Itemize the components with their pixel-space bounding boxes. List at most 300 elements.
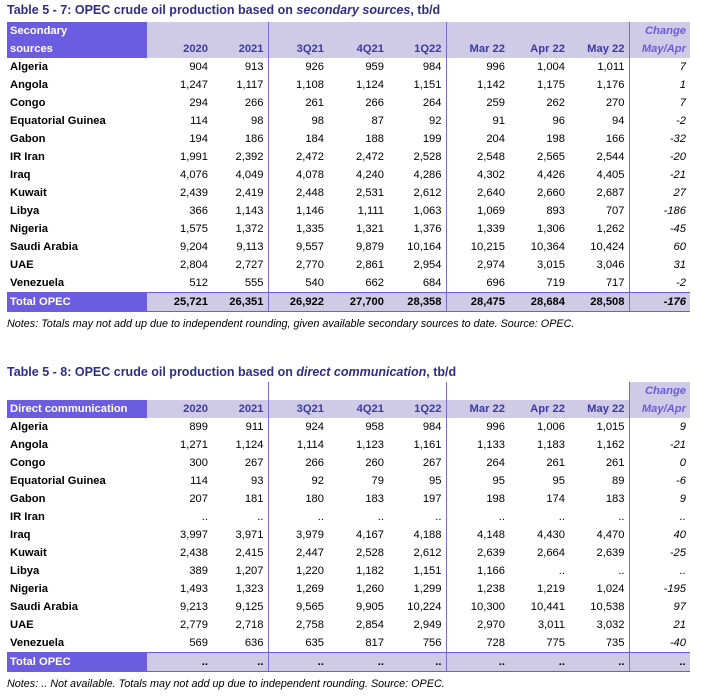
- total-value: 28,475: [446, 293, 509, 312]
- value-cell: ..: [558, 565, 565, 577]
- value-cell: 4,078: [268, 166, 328, 184]
- table-row: [7, 256, 690, 274]
- country-name: Venezuela: [10, 637, 65, 649]
- value-cell: 2,854: [356, 619, 384, 631]
- country-name: Saudi Arabia: [10, 241, 78, 253]
- value-cell: 174: [546, 493, 565, 505]
- header-spacer: [212, 382, 268, 400]
- country-name: Congo: [10, 457, 46, 469]
- value-cell: 959: [365, 61, 384, 73]
- table-row: [7, 184, 690, 202]
- value-cell: 1,151: [413, 565, 442, 577]
- value-cell: 1,220: [268, 562, 328, 580]
- value-cell: ..: [618, 511, 625, 523]
- value-cell: 91: [446, 112, 509, 130]
- total-value: 28,684: [509, 293, 569, 312]
- value-cell: 1,247: [180, 79, 208, 91]
- value-cell: ..: [446, 508, 509, 526]
- value-cell: 1,207: [235, 565, 264, 577]
- value-cell: 1,133: [446, 436, 509, 454]
- value-cell: 10,215: [446, 238, 509, 256]
- country-name: UAE: [10, 259, 34, 271]
- table-row: [7, 418, 690, 436]
- value-cell: 183: [605, 493, 625, 505]
- value-cell: 2,664: [537, 547, 565, 559]
- header-spacer: [212, 22, 268, 40]
- value-cell: 2,544: [596, 151, 625, 163]
- value-cell: 1,238: [446, 580, 509, 598]
- value-cell: 198: [446, 490, 509, 508]
- value-cell: 95: [552, 475, 565, 487]
- value-cell: 2,438: [180, 547, 208, 559]
- value-cell: 1,114: [268, 436, 328, 454]
- value-cell: 728: [446, 634, 509, 653]
- change-cell: 27: [629, 184, 690, 202]
- value-cell: 1,493: [180, 583, 208, 595]
- country-name: Iraq: [10, 169, 31, 181]
- header-spacer: [328, 22, 388, 40]
- table-row: [7, 526, 690, 544]
- total-value: ..: [212, 653, 268, 672]
- change-cell: 97: [629, 598, 690, 616]
- value-cell: 3,011: [537, 619, 565, 631]
- value-cell: 92: [429, 115, 442, 127]
- change-cell: 9: [629, 490, 690, 508]
- table-row: [7, 472, 690, 490]
- value-cell: 2,639: [446, 544, 509, 562]
- value-cell: 1,015: [596, 421, 625, 433]
- value-cell: 2,949: [413, 619, 442, 631]
- value-cell: 2,392: [235, 151, 264, 163]
- value-cell: 183: [365, 493, 384, 505]
- value-cell: 261: [546, 457, 565, 469]
- total-value: 28,358: [388, 293, 446, 312]
- value-cell: 904: [189, 61, 208, 73]
- value-cell: 958: [365, 421, 384, 433]
- value-cell: 1,269: [268, 580, 328, 598]
- column-header: 1Q22: [388, 40, 446, 58]
- value-cell: 1,306: [537, 223, 565, 235]
- value-cell: 4,240: [356, 169, 384, 181]
- total-row: [7, 653, 690, 672]
- value-cell: 2,770: [268, 256, 328, 274]
- value-cell: 4,167: [356, 529, 384, 541]
- value-cell: 4,430: [537, 529, 565, 541]
- country-name: Libya: [10, 205, 40, 217]
- column-header: Apr 22: [509, 40, 569, 58]
- value-cell: 194: [189, 133, 208, 145]
- column-header: 3Q21: [268, 40, 328, 58]
- value-cell: 996: [446, 58, 509, 76]
- country-name: IR Iran: [10, 511, 45, 523]
- country-name: Nigeria: [10, 583, 48, 595]
- value-cell: 9,125: [235, 601, 264, 613]
- value-cell: 261: [605, 457, 625, 469]
- column-header: 2020: [147, 400, 212, 418]
- total-change: ..: [629, 653, 690, 672]
- value-cell: 4,286: [413, 169, 442, 181]
- value-cell: 1,069: [446, 202, 509, 220]
- change-cell: 7: [629, 94, 690, 112]
- value-cell: 10,300: [446, 598, 509, 616]
- value-cell: 270: [605, 97, 625, 109]
- value-cell: 1,006: [537, 421, 565, 433]
- value-cell: 911: [245, 421, 264, 433]
- total-value: ..: [388, 653, 446, 672]
- table-row: [7, 634, 690, 653]
- change-cell: ..: [629, 562, 690, 580]
- value-cell: 166: [605, 133, 625, 145]
- value-cell: 1,151: [413, 79, 442, 91]
- value-cell: 9,204: [180, 241, 208, 253]
- value-cell: 1,299: [413, 583, 442, 595]
- country-name: Kuwait: [10, 547, 47, 559]
- total-value: 28,508: [569, 293, 629, 312]
- value-cell: 10,164: [407, 241, 442, 253]
- value-cell: 95: [446, 472, 509, 490]
- value-cell: 4,302: [446, 166, 509, 184]
- value-cell: 2,612: [413, 187, 442, 199]
- value-cell: 984: [422, 61, 442, 73]
- value-cell: 2,528: [413, 151, 442, 163]
- country-name: Nigeria: [10, 223, 48, 235]
- value-cell: 197: [422, 493, 442, 505]
- change-cell: -45: [629, 220, 690, 238]
- value-cell: 2,639: [596, 547, 625, 559]
- header-row: [7, 400, 690, 418]
- column-header: Apr 22: [509, 400, 569, 418]
- value-cell: 98: [251, 115, 264, 127]
- value-cell: 3,997: [180, 529, 208, 541]
- change-cell: 1: [629, 76, 690, 94]
- value-cell: 366: [189, 205, 208, 217]
- value-cell: 1,991: [180, 151, 208, 163]
- value-cell: 984: [422, 421, 442, 433]
- table-row: [7, 580, 690, 598]
- value-cell: 899: [189, 421, 208, 433]
- value-cell: 996: [446, 418, 509, 436]
- table-row: [7, 598, 690, 616]
- change-cell: -20: [629, 148, 690, 166]
- header-spacer: [446, 382, 509, 400]
- value-cell: 10,364: [530, 241, 565, 253]
- total-value: ..: [569, 653, 629, 672]
- header-spacer: [268, 382, 328, 400]
- value-cell: 1,175: [537, 79, 565, 91]
- value-cell: 2,448: [268, 184, 328, 202]
- value-cell: 9,565: [268, 598, 328, 616]
- value-cell: 188: [365, 133, 384, 145]
- value-cell: 4,188: [413, 529, 442, 541]
- value-cell: 1,176: [596, 79, 625, 91]
- value-cell: 2,439: [180, 187, 208, 199]
- value-cell: 775: [546, 637, 565, 649]
- country-name: Equatorial Guinea: [10, 475, 106, 487]
- value-cell: 1,262: [596, 223, 625, 235]
- change-cell: ..: [629, 508, 690, 526]
- change-cell: -195: [629, 580, 690, 598]
- value-cell: 1,117: [236, 79, 264, 91]
- value-cell: 9,905: [356, 601, 384, 613]
- table-row: [7, 166, 690, 184]
- header-spacer: [569, 382, 629, 400]
- column-header: Mar 22: [446, 400, 509, 418]
- change-cell: -21: [629, 436, 690, 454]
- table-row: [7, 130, 690, 148]
- value-cell: 1,339: [446, 220, 509, 238]
- value-cell: 207: [189, 493, 208, 505]
- change-cell: -2: [629, 274, 690, 293]
- header-row: [7, 382, 690, 400]
- value-cell: 93: [251, 475, 264, 487]
- value-cell: 735: [605, 637, 625, 649]
- value-cell: 817: [365, 637, 384, 649]
- value-cell: ..: [268, 508, 328, 526]
- country-name: Equatorial Guinea: [10, 115, 106, 127]
- value-cell: 261: [268, 94, 328, 112]
- header-spacer: [147, 382, 212, 400]
- value-cell: 2,718: [235, 619, 264, 631]
- header-label: sources: [7, 40, 147, 58]
- table-row: [7, 58, 690, 76]
- header-spacer: [7, 382, 147, 400]
- value-cell: 2,472: [268, 148, 328, 166]
- value-cell: 893: [546, 205, 565, 217]
- value-cell: 262: [546, 97, 565, 109]
- total-label: Total OPEC: [7, 293, 147, 312]
- header-change: Change: [629, 382, 690, 400]
- value-cell: 3,015: [537, 259, 565, 271]
- table-title: Table 5 - 7: OPEC crude oil production based on secondary sources, tb/d: [7, 3, 441, 17]
- value-cell: 181: [244, 493, 264, 505]
- value-cell: 1,111: [357, 205, 384, 217]
- table-row: [7, 202, 690, 220]
- value-cell: 10,538: [590, 601, 625, 613]
- value-cell: 707: [605, 205, 625, 217]
- table-row: [7, 436, 690, 454]
- header-spacer: [569, 22, 629, 40]
- value-cell: 1,260: [356, 583, 384, 595]
- value-cell: 267: [422, 457, 442, 469]
- value-cell: 1,024: [596, 583, 625, 595]
- value-cell: 9,113: [236, 241, 264, 253]
- value-cell: 98: [268, 112, 328, 130]
- value-cell: 2,804: [180, 259, 208, 271]
- change-cell: -21: [629, 166, 690, 184]
- value-cell: 94: [612, 115, 625, 127]
- country-name: Angola: [10, 79, 48, 91]
- value-cell: 1,108: [268, 76, 328, 94]
- column-header: 2020: [147, 40, 212, 58]
- value-cell: 2,640: [446, 184, 509, 202]
- value-cell: 662: [365, 277, 384, 289]
- change-cell: -2: [629, 112, 690, 130]
- value-cell: 389: [189, 565, 208, 577]
- value-cell: ..: [377, 511, 384, 523]
- value-cell: 204: [446, 130, 509, 148]
- header-spacer: [509, 22, 569, 40]
- header-spacer: [147, 22, 212, 40]
- value-cell: 2,779: [180, 619, 208, 631]
- total-value: ..: [147, 653, 212, 672]
- total-row: [7, 293, 690, 312]
- value-cell: 512: [189, 277, 208, 289]
- value-cell: 89: [612, 475, 625, 487]
- header-spacer: [388, 382, 446, 400]
- change-cell: 21: [629, 616, 690, 634]
- change-cell: -6: [629, 472, 690, 490]
- value-cell: 260: [365, 457, 384, 469]
- table-row: [7, 490, 690, 508]
- change-cell: -186: [629, 202, 690, 220]
- value-cell: 186: [244, 133, 264, 145]
- country-name: Venezuela: [10, 277, 65, 289]
- header-label: Secondary: [7, 22, 147, 40]
- value-cell: 756: [422, 637, 442, 649]
- value-cell: 1,271: [180, 439, 208, 451]
- table-row: [7, 220, 690, 238]
- value-cell: 1,335: [268, 220, 328, 238]
- total-value: 27,700: [328, 293, 388, 312]
- value-cell: 3,971: [235, 529, 264, 541]
- value-cell: 266: [365, 97, 384, 109]
- table-row: [7, 112, 690, 130]
- column-header: 1Q22: [388, 400, 446, 418]
- change-cell: 7: [629, 58, 690, 76]
- value-cell: 87: [371, 115, 384, 127]
- value-cell: 10,224: [407, 601, 442, 613]
- value-cell: 198: [546, 133, 565, 145]
- change-cell: 60: [629, 238, 690, 256]
- value-cell: 264: [446, 454, 509, 472]
- value-cell: 259: [446, 94, 509, 112]
- header-change: May/Apr: [629, 40, 690, 58]
- value-cell: 696: [446, 274, 509, 293]
- value-cell: 1,182: [356, 565, 384, 577]
- value-cell: 264: [422, 97, 442, 109]
- value-cell: 184: [268, 130, 328, 148]
- total-value: 26,351: [212, 293, 268, 312]
- total-value: 26,922: [268, 293, 328, 312]
- value-cell: 1,372: [235, 223, 264, 235]
- header-spacer: [446, 22, 509, 40]
- value-cell: 9,557: [268, 238, 328, 256]
- value-cell: 114: [190, 115, 208, 127]
- value-cell: ..: [558, 511, 565, 523]
- total-label: Total OPEC: [7, 653, 147, 672]
- value-cell: 4,148: [446, 526, 509, 544]
- header-change: May/Apr: [629, 400, 690, 418]
- value-cell: 2,565: [537, 151, 565, 163]
- value-cell: 4,076: [180, 169, 208, 181]
- value-cell: 2,419: [235, 187, 264, 199]
- country-name: Saudi Arabia: [10, 601, 78, 613]
- country-name: Algeria: [10, 61, 48, 73]
- header-row: [7, 22, 690, 40]
- value-cell: 266: [268, 454, 328, 472]
- total-value: ..: [328, 653, 388, 672]
- value-cell: 555: [244, 277, 264, 289]
- value-cell: 3,032: [596, 619, 625, 631]
- change-cell: -40: [629, 634, 690, 653]
- table-title: Table 5 - 8: OPEC crude oil production based on direct communication, tb/d: [7, 365, 457, 379]
- table-row: [7, 508, 690, 526]
- value-cell: 3,046: [596, 259, 625, 271]
- value-cell: 3,979: [268, 526, 328, 544]
- value-cell: 79: [371, 475, 384, 487]
- table-note: Notes: .. Not available. Totals may not add up due to independent rounding. Source: OPEC.: [7, 678, 445, 690]
- country-name: Angola: [10, 439, 48, 451]
- column-header: 2021: [212, 40, 268, 58]
- value-cell: 2,548: [446, 148, 509, 166]
- value-cell: 1,323: [235, 583, 264, 595]
- value-cell: 266: [244, 97, 264, 109]
- table-row: [7, 454, 690, 472]
- value-cell: 10,441: [530, 601, 565, 613]
- value-cell: 92: [268, 472, 328, 490]
- header-spacer: [388, 22, 446, 40]
- total-value: ..: [446, 653, 509, 672]
- value-cell: 1,166: [446, 562, 509, 580]
- value-cell: 1,124: [235, 439, 264, 451]
- value-cell: 10,424: [590, 241, 625, 253]
- value-cell: 913: [244, 61, 264, 73]
- value-cell: 2,415: [235, 547, 264, 559]
- value-cell: 4,426: [537, 169, 565, 181]
- data-table: [7, 382, 690, 672]
- value-cell: 180: [268, 490, 328, 508]
- table-row: [7, 274, 690, 293]
- change-cell: 9: [629, 418, 690, 436]
- value-cell: 2,612: [413, 547, 442, 559]
- value-cell: 1,011: [597, 61, 625, 73]
- value-cell: 1,575: [180, 223, 208, 235]
- value-cell: 926: [268, 58, 328, 76]
- country-name: UAE: [10, 619, 34, 631]
- value-cell: 1,219: [537, 583, 565, 595]
- value-cell: 267: [244, 457, 264, 469]
- total-change: -176: [629, 293, 690, 312]
- value-cell: 1,376: [413, 223, 442, 235]
- country-name: Gabon: [10, 133, 46, 145]
- table-row: [7, 94, 690, 112]
- value-cell: ..: [257, 511, 264, 523]
- column-header: 2021: [212, 400, 268, 418]
- value-cell: 1,124: [356, 79, 384, 91]
- value-cell: 4,470: [596, 529, 625, 541]
- table-note: Notes: Totals may not add up due to independent rounding, given available secondary sources to date. Source: OPEC.: [7, 318, 575, 330]
- change-cell: -25: [629, 544, 690, 562]
- data-table: [7, 22, 690, 312]
- table-row: [7, 616, 690, 634]
- total-value: 25,721: [147, 293, 212, 312]
- value-cell: 1,143: [235, 205, 264, 217]
- change-cell: 40: [629, 526, 690, 544]
- column-header: May 22: [569, 400, 629, 418]
- total-value: ..: [268, 653, 328, 672]
- table-row: [7, 562, 690, 580]
- value-cell: 1,123: [356, 439, 384, 451]
- value-cell: 1,183: [537, 439, 565, 451]
- value-cell: 2,861: [356, 259, 384, 271]
- country-name: Gabon: [10, 493, 46, 505]
- value-cell: 1,321: [356, 223, 384, 235]
- value-cell: ..: [435, 511, 442, 523]
- header-label: Direct communication: [7, 400, 147, 418]
- value-cell: 2,970: [446, 616, 509, 634]
- value-cell: 1,063: [413, 205, 442, 217]
- value-cell: 9,213: [180, 601, 208, 613]
